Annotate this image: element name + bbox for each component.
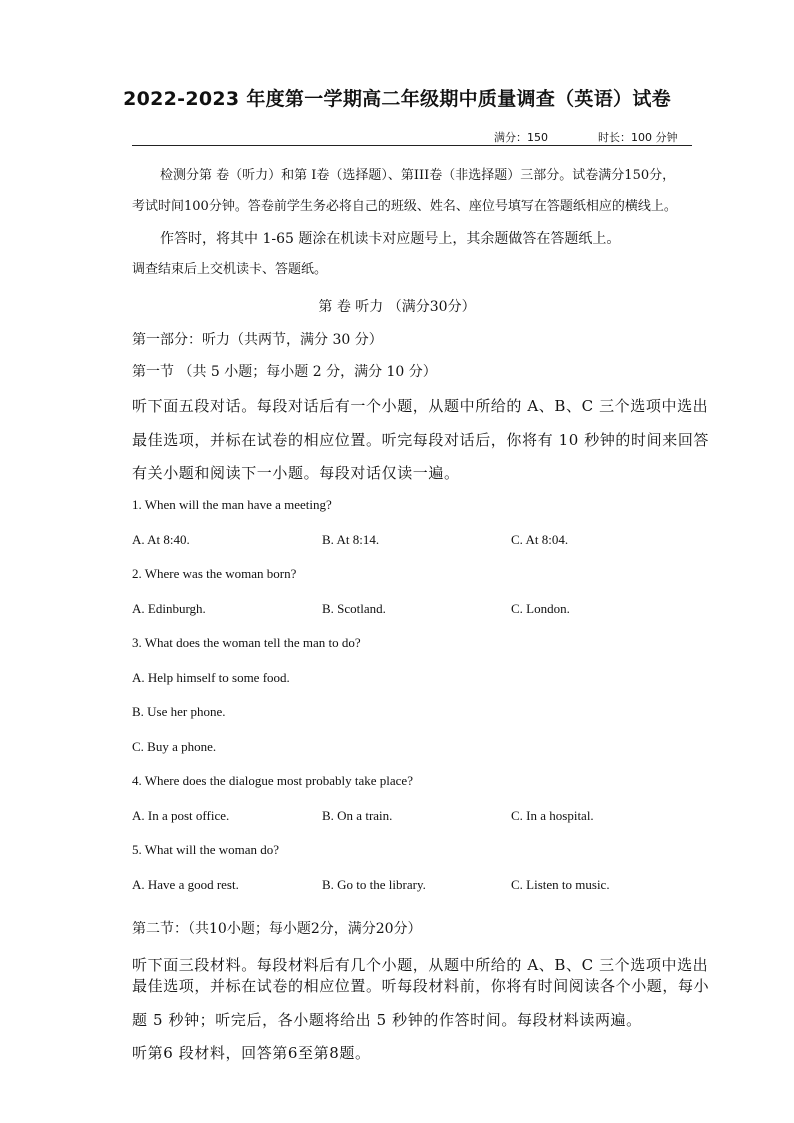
sec2-instruction-3: 题 5 秒钟；听完后，各小题将给出 5 秒钟的作答时间。每段材料读两遍。 (132, 1011, 642, 1029)
q2-option-c: C. London. (511, 601, 570, 616)
q1-option-c: C. At 8:04. (511, 532, 569, 547)
question-4: 4. Where does the dialogue most probably take place? (132, 773, 413, 788)
q3-option-b: B. Use her phone. (132, 704, 226, 719)
sec2-instruction-1: 听下面三段材料。每段材料后有几个小题，从题中所给的 A、B、C 三个选项中选出 (132, 956, 709, 974)
sec2-heading: 第二节：（共10小题；每小题2分，满分20分） (132, 921, 422, 937)
sec2-instruction-4: 听第6 段材料，回答第6至第8题。 (132, 1044, 371, 1062)
intro-line-3: 作答时，将其中 1-65 题涂在机读卡对应题号上，其余题做答在答题纸上。 (160, 231, 621, 247)
q3-option-a: A. Help himself to some food. (132, 670, 290, 685)
q4-option-a: A. In a post office. (132, 808, 230, 823)
part1-heading: 第一部分：听力（共两节，满分 30 分） (132, 332, 383, 348)
q4-option-c: C. In a hospital. (511, 808, 594, 823)
q5-option-b: B. Go to the library. (322, 877, 426, 892)
question-5: 5. What will the woman do? (132, 842, 280, 857)
intro-line-4: 调查结束后上交机读卡、答题纸。 (132, 262, 328, 277)
question-2: 2. Where was the woman born? (132, 566, 297, 581)
q1-option-b: B. At 8:14. (322, 532, 380, 547)
question-1: 1. When will the man have a meeting? (132, 497, 332, 512)
sec1-heading: 第一节 （共 5 小题；每小题 2 分，满分 10 分） (132, 364, 437, 380)
question-3: 3. What does the woman tell the man to do? (132, 635, 361, 650)
q1-option-a: A. At 8:40. (132, 532, 190, 547)
q2-option-a: A. Edinburgh. (132, 601, 206, 616)
q4-option-b: B. On a train. (322, 808, 393, 823)
sec1-instruction-3: 有关小题和阅读下一小题。每段对话仅读一遍。 (132, 464, 460, 482)
sec1-instruction-1: 听下面五段对话。每段对话后有一个小题，从题中所给的 A、B、C 三个选项中选出 (132, 397, 709, 415)
header-divider (132, 145, 692, 146)
section-title: 第 卷 听力 （满分30分） (318, 299, 476, 315)
intro-line-1: 检测分第 卷（听力）和第 I卷（选择题）、第III卷（非选择题）三部分。试卷满分150分， (160, 168, 676, 183)
sec1-instruction-2: 最佳选项，并标在试卷的相应位置。听完每段对话后，你将有 10 秒钟的时间来回答 (132, 431, 710, 449)
sec2-instruction-2: 最佳选项，并标在试卷的相应位置。听每段材料前，你将有时间阅读各个小题，每小 (132, 977, 710, 995)
duration: 时长：100 分钟 (598, 131, 678, 144)
q3-option-c: C. Buy a phone. (132, 739, 217, 754)
q5-option-a: A. Have a good rest. (132, 877, 239, 892)
q2-option-b: B. Scotland. (322, 601, 386, 616)
full-score: 满分：150 (494, 131, 548, 144)
intro-line-2: 考试时间100分钟。答卷前学生务必将自己的班级、姓名、座位号填写在答题纸相应的横线上。 (132, 199, 677, 214)
q5-option-c: C. Listen to music. (511, 877, 610, 892)
exam-title: 2022-2023 年度第一学期高二年级期中质量调查（英语）试卷 (123, 88, 671, 110)
